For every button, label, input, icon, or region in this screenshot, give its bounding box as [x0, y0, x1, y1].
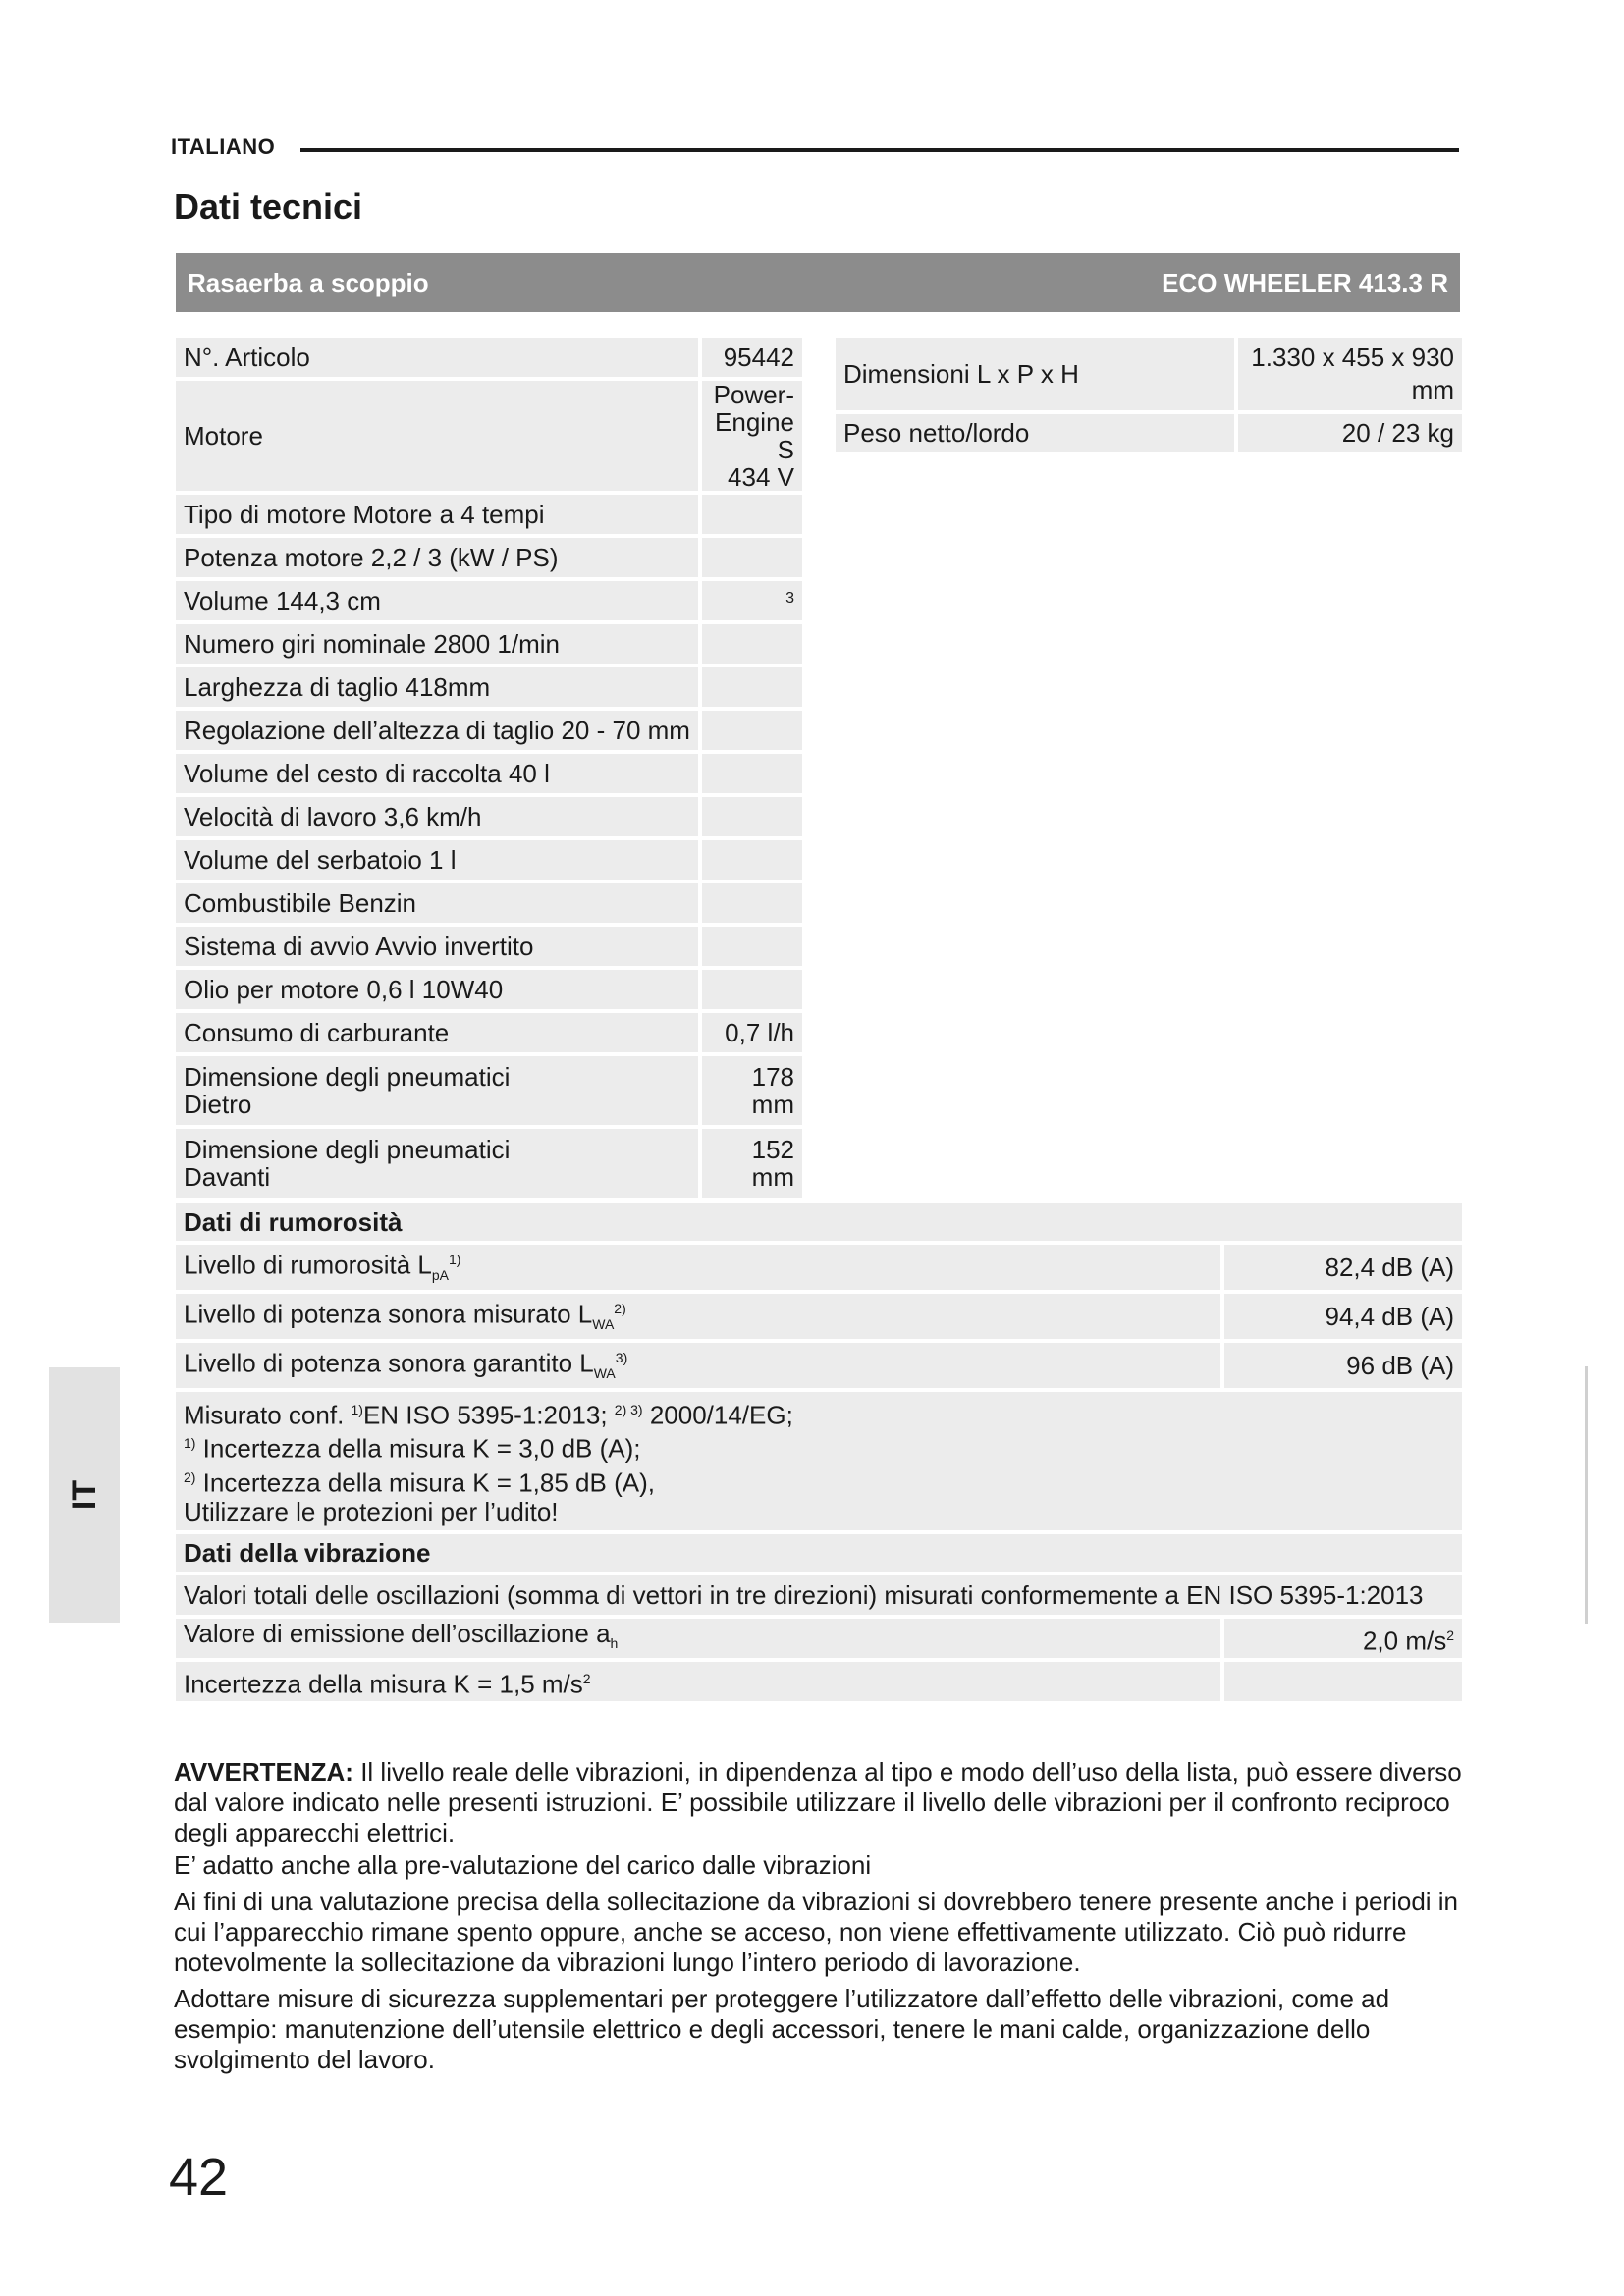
spec-label: Combustibile Benzin [176, 883, 698, 923]
superscript: 2 [582, 1670, 591, 1686]
spec-value [698, 667, 802, 707]
spec-label: Volume 144,3 cm [176, 581, 698, 620]
product-banner [176, 253, 1460, 312]
subscript: h [610, 1634, 619, 1651]
warning-paragraph [174, 1757, 1462, 1848]
spec-label: N°. Articolo [176, 338, 698, 377]
spec-label: Volume del cesto di raccolta 40 l [176, 754, 698, 793]
language-label: ITALIANO [171, 134, 276, 159]
table-row [176, 797, 802, 836]
noise-label [176, 1343, 1220, 1388]
spec-label: Potenza motore 2,2 / 3 (kW / PS) [176, 538, 698, 577]
spec-label: Tipo di motore Motore a 4 tempi [176, 495, 698, 534]
note-line [184, 1464, 1454, 1498]
table-row [836, 414, 1462, 452]
spec-value-line: 434 V [728, 462, 794, 492]
table-row [176, 338, 802, 377]
subscript: pA [431, 1266, 450, 1283]
noise-heading: Dati di rumorosità [176, 1203, 1462, 1241]
vibration-label [176, 1619, 1220, 1658]
note-text: Incertezza della misura K = 1,85 dB (A), [195, 1468, 655, 1498]
note-line [184, 1429, 1454, 1464]
table-row [176, 1534, 1462, 1572]
table-row [176, 883, 802, 923]
spec-label: Larghezza di taglio 418mm [176, 667, 698, 707]
page-title: Dati tecnici [174, 187, 363, 227]
spec-value [698, 711, 802, 750]
spec-label [176, 1129, 698, 1198]
spec-label: Numero giri nominale 2800 1/min [176, 624, 698, 664]
spec-value [698, 840, 802, 880]
superscript: 1) [351, 1401, 363, 1417]
uncertainty-value [1220, 1662, 1462, 1701]
spec-label: Sistema di avvio Avvio invertito [176, 927, 698, 966]
table-row [176, 667, 802, 707]
table-row [176, 1343, 1462, 1388]
spec-value [698, 381, 802, 491]
spec-value: 0,7 l/h [698, 1013, 802, 1052]
table-row [176, 1619, 1462, 1658]
page-number: 42 [169, 2148, 229, 2207]
superscript: 1) [449, 1252, 461, 1267]
table-row [176, 1129, 802, 1198]
table-row [176, 1294, 1462, 1339]
spec-value [698, 883, 802, 923]
noise-value: 94,4 dB (A) [1220, 1294, 1462, 1339]
noise-value: 96 dB (A) [1220, 1343, 1462, 1388]
right-margin-mark [1585, 1366, 1588, 1624]
spec-value [698, 495, 802, 534]
spec-label: Consumo di carburante [176, 1013, 698, 1052]
noise-label-text: Livello di potenza sonora misurato L [184, 1299, 593, 1329]
spec-value [698, 581, 802, 620]
note-text: EN ISO 5395-1:2013; [362, 1400, 615, 1430]
table-row [176, 840, 802, 880]
spec-label: Volume del serbatoio 1 l [176, 840, 698, 880]
table-row [176, 1013, 802, 1052]
spec-label: Olio per motore 0,6 l 10W40 [176, 970, 698, 1009]
spec-label-line: Dimensione degli pneumatici [184, 1062, 511, 1092]
language-code: IT [65, 1479, 103, 1511]
table-row [176, 1575, 1462, 1615]
spec-label-line: Dimensione degli pneumatici [184, 1135, 511, 1164]
note-text: 2000/14/EG; [642, 1400, 793, 1430]
spec-label-line: Davanti [184, 1162, 271, 1192]
spec-value [1234, 338, 1462, 410]
spec-label: Velocità di lavoro 3,6 km/h [176, 797, 698, 836]
superscript: 3) [615, 1349, 628, 1365]
table-row [176, 1392, 1462, 1530]
vibration-heading: Dati della vibrazione [176, 1534, 1462, 1572]
superscript: 2) [614, 1300, 626, 1316]
table-row [176, 927, 802, 966]
spec-value [698, 927, 802, 966]
spec-value: 20 / 23 kg [1234, 414, 1462, 452]
noise-label [176, 1245, 1220, 1290]
product-model: ECO WHEELER 413.3 R [1162, 267, 1448, 297]
spec-value-line: Power-Engine S [713, 380, 794, 464]
table-row [176, 538, 802, 577]
note-paragraph: Adottare misure di sicurezza supplementari per proteggere l’utilizzatore dall’effetto delle vibrazioni, come ad esempio: manutenzione dell’utensile elettrico e degli accessori, tenere le mani calde, organizzazione dello svolgimento del lavoro. [174, 1984, 1390, 2074]
spec-label: Motore [176, 381, 698, 491]
noise-label-text: Livello di potenza sonora garantito L [184, 1348, 594, 1378]
table-row [176, 624, 802, 664]
measurement-notes [176, 1392, 1462, 1530]
vibration-value [1220, 1619, 1462, 1658]
header-rule [300, 148, 1459, 152]
subscript: WA [592, 1315, 615, 1332]
noise-label [176, 1294, 1220, 1339]
spec-value: 152 mm [698, 1129, 802, 1198]
spec-value [698, 538, 802, 577]
table-row [176, 1245, 1462, 1290]
note-paragraph: E’ adatto anche alla pre-valutazione del carico dalle vibrazioni [174, 1850, 872, 1880]
table-row [176, 1662, 1462, 1701]
superscript-three: 3 [785, 590, 794, 607]
spec-value [698, 970, 802, 1009]
noise-value: 82,4 dB (A) [1220, 1245, 1462, 1290]
vibration-value-text: 2,0 m/s [1362, 1626, 1447, 1656]
uncertainty-text: Incertezza della misura K = 1,5 m/s [184, 1669, 583, 1699]
note-paragraph: Ai fini di una valutazione precisa della sollecitazione da vibrazioni si dovrebbero tenere presente anche i periodi in cui l’apparecchio rimane spento oppure, anche se acceso, non viene effettivamente utilizzato. Ciò può ridurre notevolmente la sollecitazione da vibrazioni lungo l’intero periodo di lavorazione. [174, 1887, 1459, 1977]
spec-value: 95442 [698, 338, 802, 377]
warning-text: Il livello reale delle vibrazioni, in dipendenza al tipo e modo dell’uso della lista, può essere diverso dal valore indicato nelle presenti istruzioni. E’ possibile utilizzare il livello delle vibrazioni per il confronto reciproco degli apparecchi elettrici. [174, 1757, 1462, 1847]
subscript: WA [593, 1364, 616, 1381]
noise-label-text: Livello di rumorosità L [184, 1250, 432, 1280]
spec-value [698, 797, 802, 836]
language-side-tab [49, 1367, 120, 1623]
noise-vibration-table [176, 1200, 1462, 1705]
superscript: 2) [184, 1468, 196, 1485]
product-type: Rasaerba a scoppio [188, 267, 429, 297]
spec-label: Regolazione dell’altezza di taglio 20 - 70 mm [176, 711, 698, 750]
table-row [836, 338, 1462, 410]
table-row [176, 1056, 802, 1125]
spec-value-line: 1.330 x 455 x 930 [1251, 343, 1454, 372]
note-line: Utilizzare le protezioni per l’udito! [184, 1496, 559, 1526]
spec-label: Dimensioni L x P x H [836, 338, 1234, 410]
table-row [176, 381, 802, 491]
table-row [176, 711, 802, 750]
table-row [176, 581, 802, 620]
vibration-total: Valori totali delle oscillazioni (somma di vettori in tre direzioni) misurati conformemente a EN ISO 5395-1:2013 [176, 1575, 1462, 1615]
note-line [184, 1396, 1454, 1430]
spec-table-right [836, 334, 1462, 455]
spec-value: 178 mm [698, 1056, 802, 1125]
spec-value [698, 624, 802, 664]
warning-notes [174, 1757, 1462, 2077]
spec-value-line: mm [1411, 375, 1454, 404]
warning-label: AVVERTENZA: [174, 1757, 353, 1787]
note-text: Incertezza della misura K = 3,0 dB (A); [195, 1433, 641, 1464]
spec-label: Peso netto/lordo [836, 414, 1234, 452]
table-row [176, 1203, 1462, 1241]
vibration-label-text: Valore di emissione dell’oscillazione a [184, 1618, 611, 1648]
spec-value [698, 754, 802, 793]
spec-label [176, 1056, 698, 1125]
note-text: Misurato conf. [184, 1400, 352, 1430]
table-row [176, 970, 802, 1009]
spec-table-left [176, 334, 802, 1201]
superscript: 2) 3) [614, 1401, 643, 1417]
table-row [176, 754, 802, 793]
spec-label-line: Dietro [184, 1090, 252, 1119]
superscript: 1) [184, 1435, 196, 1452]
uncertainty-label [176, 1662, 1220, 1701]
table-row [176, 495, 802, 534]
superscript: 2 [1446, 1627, 1454, 1643]
